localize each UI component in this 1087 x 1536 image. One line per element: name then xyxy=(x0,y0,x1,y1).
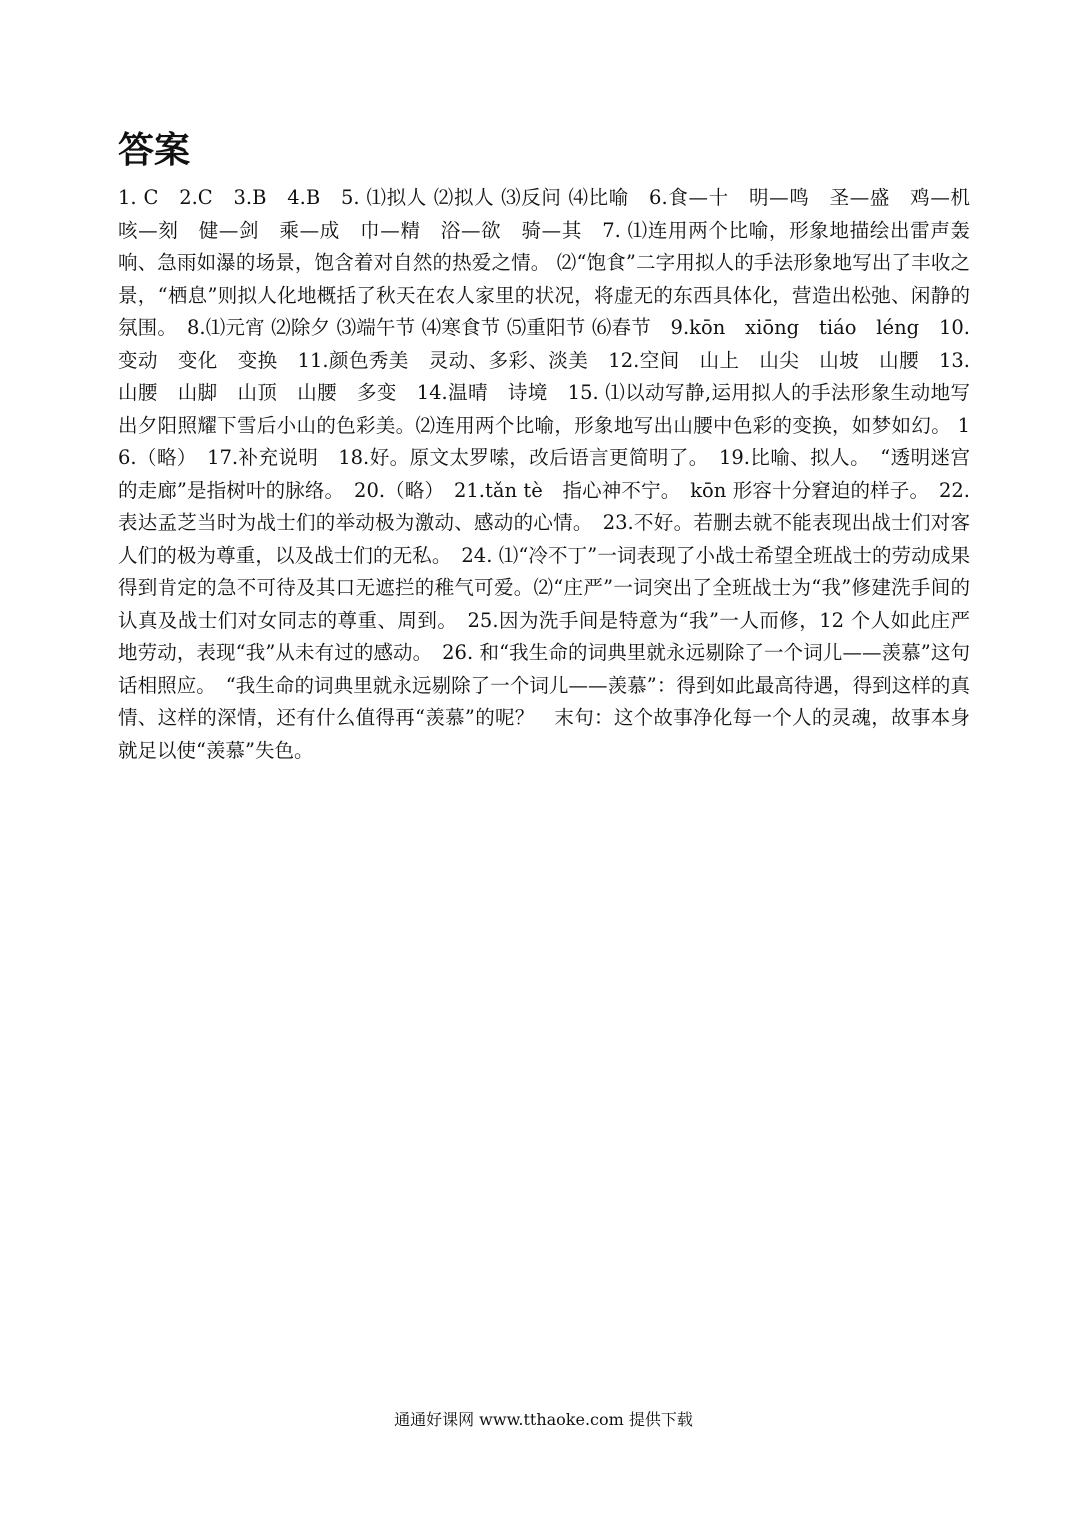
footer-credit: 通通好课网 www.tthaoke.com 提供下载 xyxy=(394,1410,693,1429)
answer-text: 1. C 2.C 3.B 4.B 5. ⑴拟人 ⑵拟人 ⑶反问 ⑷比喻 6.食—十 明—鸣 圣—盛 鸡—机 咳—刻 健—剑 乘—成 巾—精 浴—欲 骑—其 7. ⑴连用两个比喻，形象地描绘出雷声轰响、急雨如瀑的场景，饱含着对自然的热爱之情。 ⑵“饱食”二字用拟人的手法形象地写出了丰收之景，“栖息”则拟人化地概括了秋天在农人家里的状况，将虚无的东西具体化，营造出松弛、闲静的氛围。 8.⑴元宵 ⑵除夕 ⑶端午节 ⑷寒食节 ⑸重阳节 ⑹春节 9.kōn xiōng tiáo léng 10.变动 变化 变换 11.颜色秀美 灵动、多彩、淡美 12.空间 山上 山尖 山坡 山腰 13.山腰 山脚 山顶 山腰 多变 14.温晴 诗境 15. ⑴以动写静,运用拟人的手法形象生动地写出夕阳照耀下雪后小山的色彩美。⑵连用两个比喻，形象地写出山腰中色彩的变换，如梦如幻。 16.（略） 17.补充说明 18.好。原文太罗嗦，改后语言更简明了。 19.比喻、拟人。 “透明迷宫的走廊”是指树叶的脉络。 20.（略） 21.tǎn tè 指心神不宁。 kōn 形容十分窘迫的样子。 22.表达孟芝当时为战士们的举动极为激动、感动的心情。 23.不好。若删去就不能表现出战士们对客人们的极为尊重，以及战士们的无私。 24. ⑴“冷不丁”一词表现了小战士希望全班战士的劳动成果得到肯定的急不可待及其口无遮拦的稚气可爱。⑵“庄严”一词突出了全班战士为“我”修建洗手间的认真及战士们对女同志的尊重、周到。 25.因为洗手间是特意为“我”一人而修，12 个人如此庄严地劳动，表现“我”从未有过的感动。 26. 和“我生命的词典里就永远剔除了一个词儿——羡慕”这句话相照应。 “我生命的词典里就永远剔除了一个词儿——羡慕”：得到如此最高待遇，得到这样的真情、这样的深情，还有什么值得再“羡慕”的呢？ 末句：这个故事净化每一个人的灵魂，故事本身就足以使“羡慕”失色。 xyxy=(118,186,990,762)
document-title: 答案 xyxy=(118,129,191,171)
